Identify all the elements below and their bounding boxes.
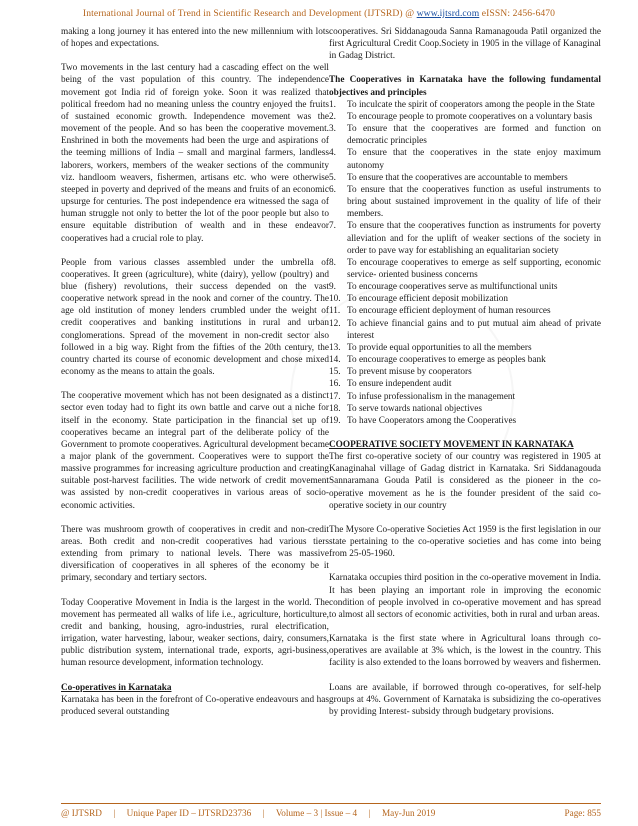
objective-number: 19. [329,415,341,426]
objective-text: To encourage efficient deposit mobilization [347,294,509,305]
left-column [61,26,329,730]
objective-number: 15. [329,367,341,378]
objective-item [329,184,601,220]
objective-text: To provide equal opportunities to all the members [347,342,532,353]
paragraph: The first co-operative society of our country was registered in 1905 at Kanaginahal village of Gadag district in Karnataka. Sri Siddanagouda Sannaramana Gouda Patil is considered as the pioneer in the co-operative movement as he is the founder president of the said co-operative society in our country [329,452,601,511]
objective-number: 3. [329,124,336,135]
objective-item [329,147,601,171]
objective-number: 12. [329,318,341,329]
objective-number: 2. [329,111,336,122]
journal-link[interactable]: www.ijtsrd.com [416,8,480,19]
objective-item [329,123,601,147]
objective-number: 7. [329,221,336,232]
objective-item [329,342,601,354]
footer-divider [61,803,601,804]
objective-text: To ensure that the cooperatives function as useful instruments to bring about sustained improvement in the quality of life of their members. [347,184,601,220]
paragraph: Karnataka has been in the forefront of Co-operative endeavours and has produced several outstanding [61,694,329,717]
objective-item [329,318,601,342]
journal-eissn: eISSN: 2456-6470 [479,8,556,19]
section-heading: The Cooperatives in Karnataka have the following fundamental objectives and principles [329,75,601,98]
objective-item [329,257,601,281]
objective-number: 8. [329,257,336,268]
objective-item [329,354,601,366]
objective-text: To encourage cooperatives to emerge as peoples bank [347,355,546,366]
footer-info: @ IJTSRD | Unique Paper ID – IJTSRD23736 | Volume – 3 | Issue – 4 | May-Jun 2019 [61,808,436,818]
objective-item [329,391,601,403]
objective-item [329,281,601,293]
paragraph: The cooperative movement which has not been designated as a distinct sector even today had to fight its own battle and carve out a niche for itself in the economy. State participation in the financial set up of cooperatives became an integral part of the deliberate policy of the Government to promote cooperatives. Agricultural development became a major plank of the government. Cooperatives were to support the massive programmes for increasing agriculture production and creating suitable post-harvest facilities. The wide network of credit movement was assisted by non-credit cooperatives in various areas of socio-economic activities. [61,391,329,511]
objective-text: To infuse professionalism in the management [347,391,516,402]
objective-item [329,378,601,390]
paragraph: Two movements in the last century had a cascading effect on the well being of the vast population of this country. The independence movement got India rid of foreign yoke. Soon it was realized that political freedom had no meaning unless the country enjoyed the fruits of sustained economic growth. Independence movement was the movement of the people. And so has been the cooperative movement. Enshrined in both the movements had been the urge and aspirations of the teeming millions of India – small and marginal farmers, landless laborers, workers, members of the weaker sections of the community viz. handloom weavers, fishermen, artisans etc. who were otherwise steeped in poverty and deprived of the means and fruits of an economic upsurge for centuries. The post independence era witnessed the saga of human struggle not only to better the lot of the poor people but also to ensure equitable distribution of wealth and in these endeavor cooperatives had a crucial role to play. [61,63,329,244]
objective-text: To ensure that the cooperatives in the state enjoy maximum autonomy [347,148,601,171]
paragraph: Loans are available, if borrowed through co-operatives, for self-help groups at 4%. Government of Karnataka is subsidizing the co-operatives by providing Interest- subsidy through budgetary provisions. [329,682,601,717]
page-footer [61,808,601,818]
objectives-list [329,99,601,427]
objective-number: 18. [329,403,341,414]
section-heading: COOPERATIVE SOCIETY MOVEMENT IN KARNATAKA [329,440,574,450]
paragraph: making a long journey it has entered into the new millennium with lots of hopes and expectations. [61,27,329,50]
objective-text: To encourage cooperatives to emerge as self supporting, economic service- oriented business concerns [347,257,601,280]
objective-text: To have Cooperators among the Cooperatives [347,415,517,426]
objective-item [329,415,601,427]
paragraph: The Mysore Co-operative Societies Act 1959 is the first legislation in our state pertaining to the co-operative societies and has come into being from 25-05-1960. [329,524,601,560]
objective-item [329,172,601,184]
page-number: Page: 855 [564,808,601,818]
objective-number: 17. [329,391,341,402]
paragraph: There was mushroom growth of cooperatives in credit and non-credit areas. Both credit and non-credit cooperatives had various tiers extending from primary to national levels. There was massive diversification of cooperatives in all spheres of the economy be it primary, secondary and tertiary sectors. [61,524,329,584]
objective-number: 13. [329,342,341,353]
journal-title: International Journal of Trend in Scientific Research and Development (IJTSRD) @ [82,8,417,19]
objective-text: To encourage cooperatives serve as multifunctional units [347,282,558,293]
objective-number: 6. [329,184,336,195]
objective-item [329,111,601,123]
journal-header [0,8,638,19]
objective-text: To ensure that the cooperatives are accountable to members [347,172,568,183]
objective-text: To achieve financial gains and to put mutual aim ahead of private interest [347,318,601,341]
objective-item [329,305,601,317]
objective-text: To ensure independent audit [347,379,452,390]
objective-number: 11. [329,306,341,317]
objective-text: To encourage efficient deployment of human resources [347,306,551,317]
objective-item [329,403,601,415]
paragraph: Today Cooperative Movement in India is the largest in the world. The movement has permeated all walks of life i.e., agriculture, horticulture, credit and banking, housing, agro-industries, rural electrification, irrigation, water harvesting, labour, weaker sections, dairy, consumers, public distribution system, international trade, exports, agri-business, human resource development, information technology. [61,597,329,669]
paragraph: cooperatives. Sri Siddanagouda Sanna Ramanagouda Patil organized the first Agricultural Credit Coop.Society in 1905 in the village of Kanaginal in Gadag District. [329,27,601,62]
objective-item [329,99,601,111]
paragraph: People from various classes assembled under the umbrella of cooperatives. It green (agriculture), white (dairy), yellow (poultry) and blue (fishery) revolutions, their success depended on the vast cooperative network spread in the nook and corner of the country. The age old institution of money lenders crumbled under the weight of credit cooperatives and banking institutions in rural and urban conglomerations. Spread of the movement in non-credit sector also followed in a big way. Right from the fifties of the 20th century, the country charted its course of economic development and chose mixed economy as the means to attain the goals. [61,257,329,378]
objective-number: 14. [329,355,341,366]
objective-item [329,220,601,256]
objective-text: To ensure that the cooperatives are formed and function on democratic principles [347,124,601,147]
objective-text: To inculcate the spirit of cooperators among the people in the State [347,99,595,110]
objective-number: 10. [329,294,341,305]
objective-number: 1. [329,99,336,110]
objective-text: To serve towards national objectives [347,403,482,414]
objective-number: 5. [329,172,336,183]
section-heading: Co-operatives in Karnataka [61,682,172,693]
objective-number: 4. [329,148,336,159]
objective-text: To prevent misuse by cooperators [347,367,472,378]
objective-text: To encourage people to promote cooperatives on a voluntary basis [347,111,593,122]
objective-text: To ensure that the cooperatives function as instruments for poverty alleviation and for the uplift of weaker sections of the society in order to pave way for establishing an equalitarian society [347,221,601,256]
objective-item [329,293,601,305]
objective-number: 16. [329,379,341,390]
paragraph: Karnataka is the first state where in Agricultural loans through co-operatives are available at 3% which, is the lowest in the country. This facility is also extended to the loans borrowed by weavers and fishermen. [329,634,601,669]
objective-item [329,366,601,378]
objective-number: 9. [329,282,336,293]
right-column [329,26,601,730]
paragraph: Karnataka occupies third position in the co-operative movement in India. It has been playing an important role in improving the economic condition of people involved in co-operative movement and has spread to almost all sectors of economic activities, both in rural and urban areas. [329,573,601,620]
